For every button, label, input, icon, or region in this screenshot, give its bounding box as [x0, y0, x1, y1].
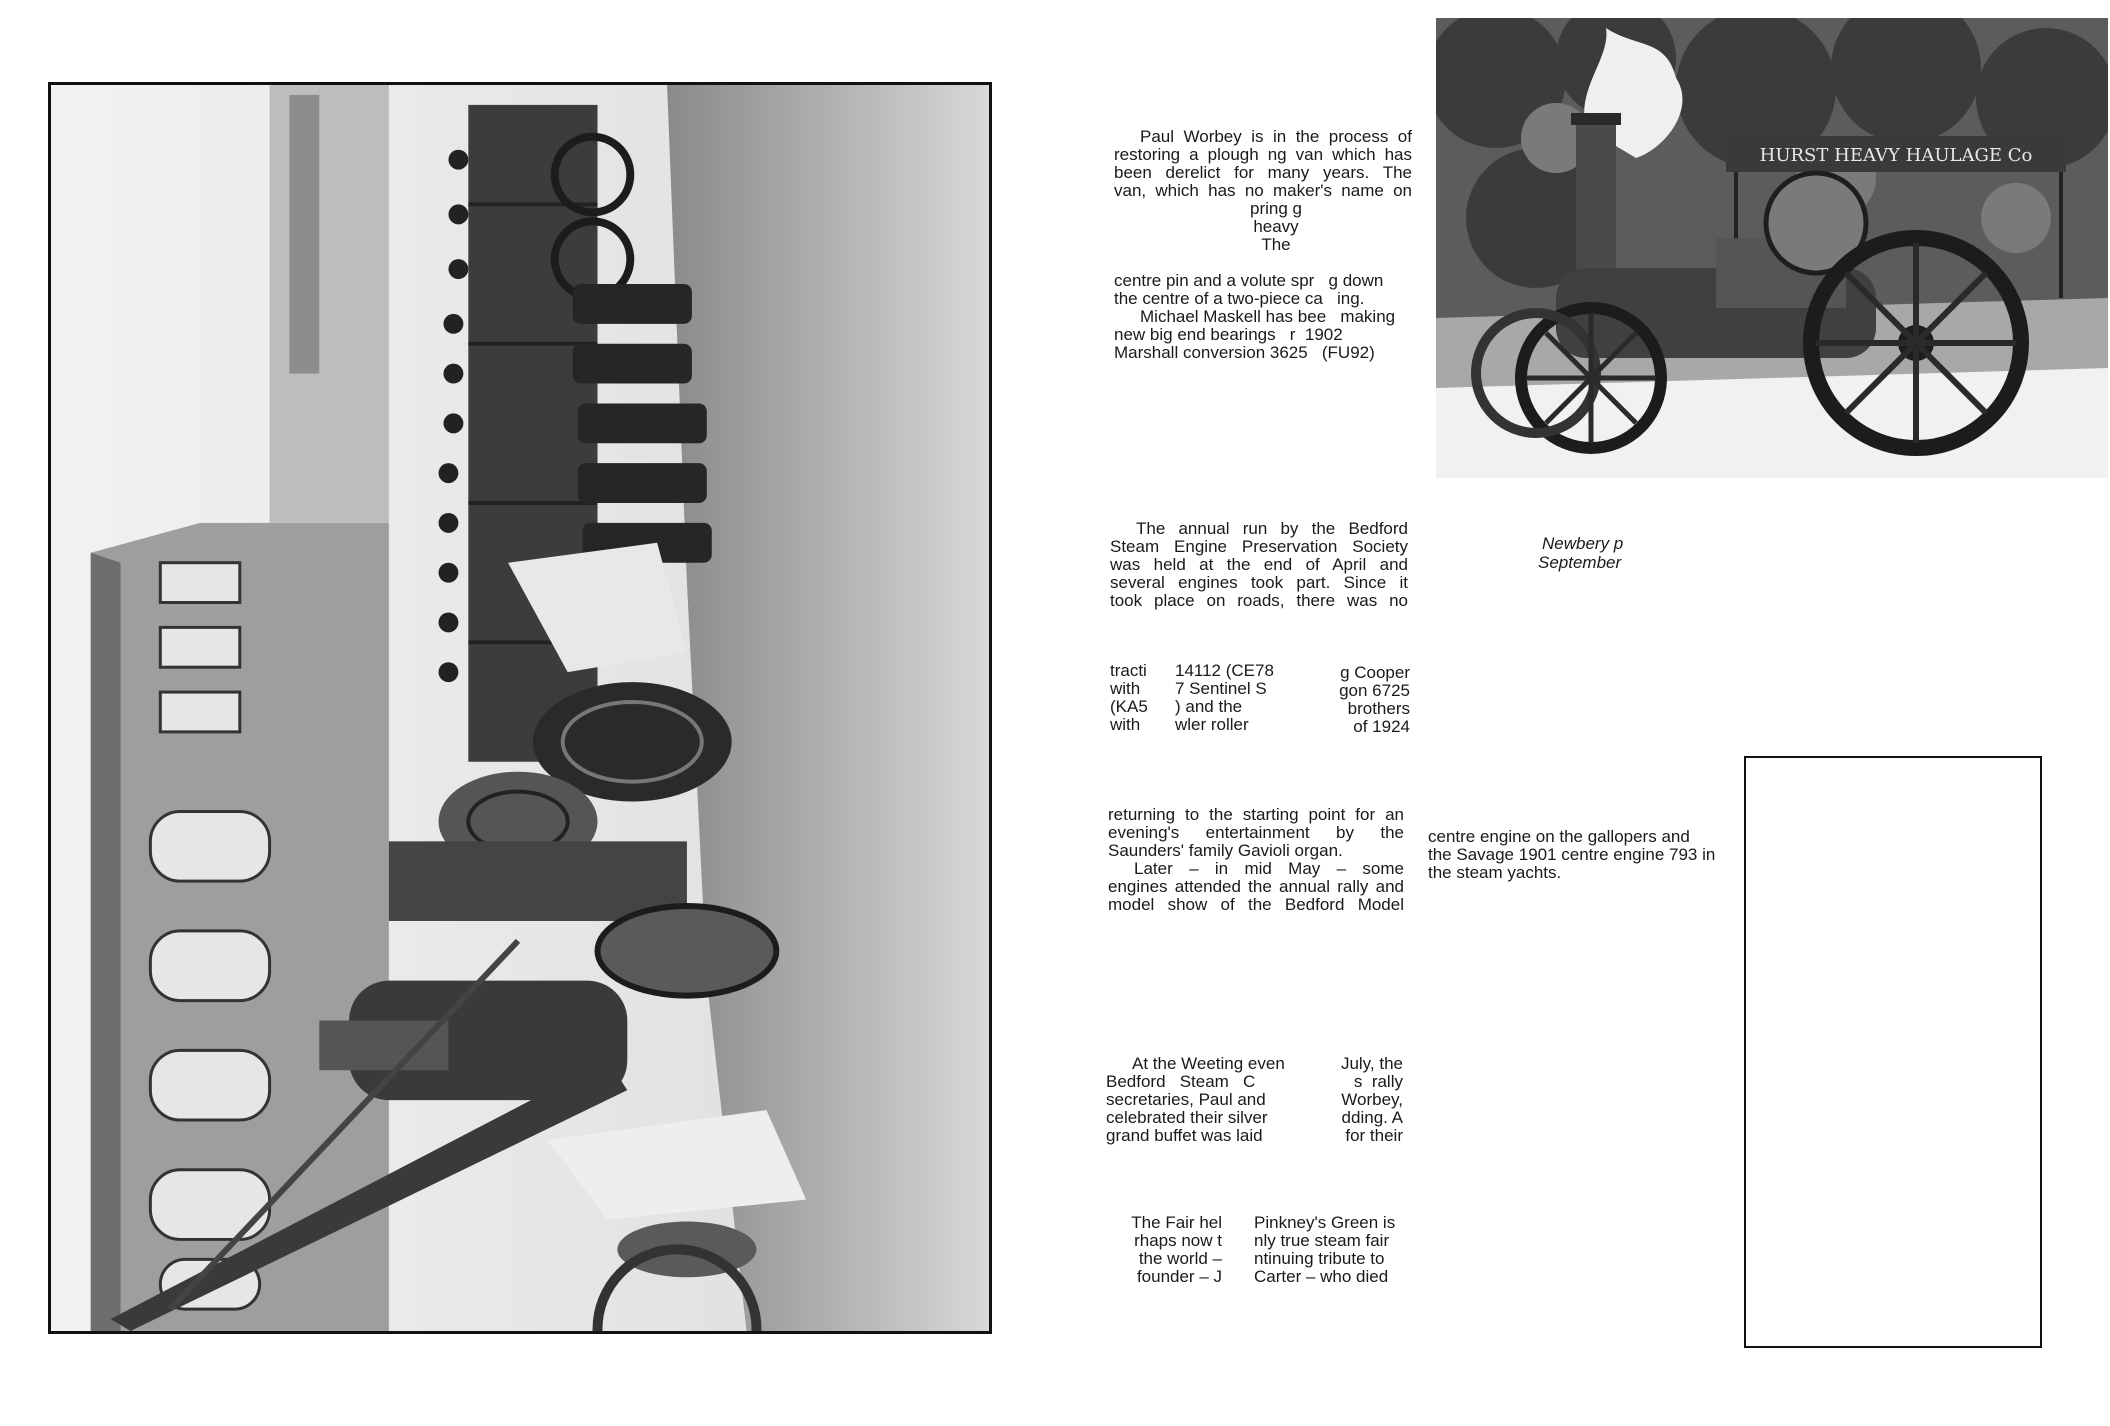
left-photo [48, 82, 992, 1334]
blank-picture-box [1744, 756, 2042, 1348]
text-line: of 1924 [1353, 717, 1410, 736]
text-line: celebrated their silver [1106, 1108, 1268, 1127]
text-line: wler roller [1175, 715, 1249, 734]
text-line: ) and the [1175, 697, 1243, 716]
text-line: the centre of a two-piece ca ing. [1114, 289, 1365, 308]
paragraph-plough-van [1114, 128, 1412, 200]
text-line: several engines took part. Since it [1110, 573, 1408, 592]
text-line: At the Weeting even [1132, 1054, 1285, 1073]
text-line: new big end bearings r 1902 [1114, 325, 1343, 344]
text-line: brothers [1347, 699, 1410, 718]
text-line: founder – J [1136, 1267, 1222, 1286]
text-line: gon 6725 [1339, 681, 1410, 700]
text-line: The [1261, 235, 1291, 254]
caption-line: September [1538, 553, 1622, 572]
text-line: been derelict for many years. The [1114, 163, 1412, 182]
text-line: Pinkney's Green is [1254, 1213, 1396, 1232]
text-line: took place on roads, there was no [1110, 591, 1408, 610]
text-line: Later – in mid May – some [1134, 859, 1404, 878]
text-line: Saunders' family Gavioli organ. [1108, 841, 1343, 860]
text-line: was held at the end of April and [1110, 555, 1408, 574]
text-line: Carter – who died [1254, 1267, 1389, 1286]
fragment-col-b [1175, 662, 1275, 734]
text-line: s rally [1353, 1072, 1403, 1091]
text-line: Michael Maskell has bee making [1140, 307, 1396, 326]
text-line: Steam Engine Preservation Society [1110, 537, 1408, 556]
text-line: Marshall conversion 3625 (FU92) [1114, 343, 1375, 362]
text-line: evening's entertainment by the [1108, 823, 1404, 842]
text-line: rhaps now t [1134, 1231, 1222, 1250]
fragment-fair-a [1112, 1214, 1222, 1286]
photo-caption [1538, 534, 1698, 572]
text-line: with [1110, 715, 1141, 734]
canopy-lettering: HURST HEAVY HAULAGE Co [1759, 145, 2033, 166]
text-line: Bedford Steam C [1106, 1072, 1256, 1091]
fragment-weeting-a [1106, 1055, 1294, 1145]
paragraph-plough-van-fragment [1114, 200, 1438, 254]
text-line: restoring a plough ng van which has [1114, 145, 1412, 164]
paragraph-bearings [1114, 272, 1412, 362]
text-line: 14112 (CE78 [1175, 661, 1274, 680]
caption-line: Newbery p [1542, 534, 1624, 553]
text-line: Paul Worbey is in the process of [1140, 127, 1412, 146]
text-line: returning to the starting point for an [1108, 805, 1404, 824]
text-line: centre engine on the gallopers and [1428, 827, 1690, 846]
text-line: The Fair hel [1131, 1213, 1222, 1232]
text-line: engines attended the annual rally and [1108, 877, 1404, 896]
text-line: tracti [1110, 661, 1147, 680]
text-line: secretaries, Paul and [1106, 1090, 1266, 1109]
fragment-col-c [1330, 664, 1410, 736]
text-line: ntinuing tribute to [1254, 1249, 1385, 1268]
right-photo [1436, 18, 2108, 478]
text-line: The annual run by the Bedford [1136, 519, 1408, 538]
text-line: the steam yachts. [1428, 863, 1562, 882]
paragraph-annual-run [1110, 520, 1408, 610]
text-line: for their [1345, 1126, 1403, 1145]
text-line: (KA5 [1110, 697, 1148, 716]
text-line: Worbey, [1341, 1090, 1403, 1109]
text-line: July, the [1340, 1054, 1403, 1073]
fragment-col-a [1110, 662, 1170, 734]
text-line: van, which has no maker's name on [1114, 181, 1412, 200]
text-line: with [1110, 679, 1141, 698]
text-line: nly true steam fair [1254, 1231, 1390, 1250]
text-line: the Savage 1901 centre engine 793 in [1428, 845, 1716, 864]
text-line: the world – [1138, 1249, 1222, 1268]
text-line: g Cooper [1340, 663, 1410, 682]
text-line: 7 Sentinel S [1175, 679, 1267, 698]
text-line: centre pin and a volute spr g down [1114, 271, 1384, 290]
fragment-weeting-b [1325, 1055, 1403, 1145]
text-line: grand buffet was laid [1106, 1126, 1263, 1145]
paragraph-gavioli-organ [1108, 806, 1404, 914]
paragraph-centre-engine [1428, 828, 1728, 882]
fragment-fair-b [1254, 1214, 1404, 1286]
text-line: dding. A [1341, 1108, 1403, 1127]
text-line: heavy [1253, 217, 1299, 236]
text-line: model show of the Bedford Model [1108, 895, 1404, 914]
text-line: pring g [1250, 199, 1302, 218]
